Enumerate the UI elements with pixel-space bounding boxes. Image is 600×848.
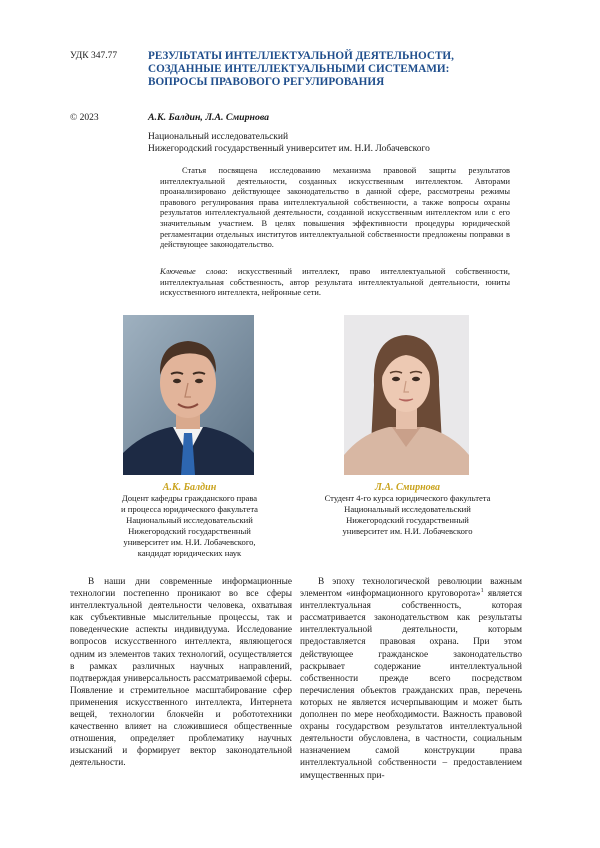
title-line: РЕЗУЛЬТАТЫ ИНТЕЛЛЕКТУАЛЬНОЙ ДЕЯТЕЛЬНОСТИ, — [148, 50, 454, 62]
author-caption-baldin — [92, 482, 287, 559]
body-text: В эпоху технологической революции важным элементом «информационного круговорота» — [300, 577, 522, 600]
article-title — [148, 50, 488, 89]
body-column-right — [300, 576, 522, 782]
affiliation-line: Национальный исследовательский — [148, 132, 289, 142]
keywords-text: : искусственный интеллект, право интеллектуальной собственности, интеллектуальная собственность, автор результата интеллектуальной деятельности, юниты искусственного интеллекта, нейронные сети. — [160, 267, 510, 298]
body-paragraph — [300, 576, 522, 782]
body-column-left — [70, 576, 292, 770]
caption-line: кандидат юридических наук — [137, 548, 242, 558]
portrait-male-illustration — [123, 315, 254, 475]
body-text: является интеллектуальная собственность, которая рассматривается законодательством как результаты интеллектуальной деятельности, которым предоставляется правовая охрана. При этом действующее гражданское законодательство раскрывает содержание интеллектуальной собственности прежде всего посредством перечисления объектов гражданских прав, перечень которых не является исчерпывающим и может быть дополнен по мере необходимости. Важность правовой охраны государством результатов интеллектуальной деятельности обусловлена, в частности, социальным назначением самой конструкции права интеллектуальной собственности – предоставлением имущественных при- — [300, 589, 522, 781]
author-caption-smirnova — [300, 482, 515, 537]
caption-line: университет им. Н.И. Лобачевского — [342, 526, 473, 536]
affiliation — [148, 131, 430, 155]
keywords — [160, 267, 510, 299]
caption-line: университет им. Н.И. Лобачевского, — [123, 537, 256, 547]
udk-code: УДК 347.77 — [70, 51, 118, 61]
portrait-female-illustration — [344, 315, 469, 475]
affiliation-line: Нижегородский государственный университет им. Н.И. Лобачевского — [148, 144, 430, 154]
keywords-paragraph — [160, 267, 510, 299]
author-photo-smirnova — [344, 315, 469, 475]
caption-line: Нижегородский государственный — [346, 515, 469, 525]
author-name: А.К. Балдин — [162, 482, 217, 493]
caption-line: Нижегородский государственный — [128, 526, 251, 536]
abstract — [160, 166, 510, 251]
author-name: Л.А. Смирнова — [374, 482, 441, 493]
keywords-label: Ключевые слова — [160, 267, 226, 276]
title-line: СОЗДАННЫЕ ИНТЕЛЛЕКТУАЛЬНЫМИ СИСТЕМАМИ: — [148, 63, 450, 75]
caption-line: Национальный исследовательский — [126, 515, 253, 525]
caption-line: Студент 4-го курса юридического факультета — [324, 493, 491, 503]
caption-line: и процесса юридического факультета — [121, 504, 258, 514]
copyright: © 2023 — [70, 113, 99, 123]
author-position — [300, 493, 515, 537]
caption-line: Национальный исследовательский — [344, 504, 471, 514]
abstract-text: Статья посвящена исследованию механизма правовой защиты результатов интеллектуальной деятельности, созданных искусственным интеллектом. Авторами проанализировано действующее законодательство в данной сфере, рассмотрены режимы правового регулирования права интеллектуальной собственности, а также вопросы охраны результатов интеллектуальной деятельности, созданной искусственным интеллектом или с его значительным участием. В целях повышения эффективности процедуры юридической регламентации отдельных институтов интеллектуальной собственности предложены поправки в действующее законодательство. — [160, 166, 510, 250]
footnote-marker[interactable]: 1 — [480, 588, 484, 594]
article-authors: А.К. Балдин, Л.А. Смирнова — [148, 112, 270, 123]
body-paragraph: В наши дни современные информационные технологии постепенно проникают во все сферы интеллектуальной деятельности человека, охватывая как субъективные мыслительные процессы, так и поведенческие аспекты индивидуума. Исследование вопросов искусственного интеллекта, являющегося одним из элементов таких технологий, осуществляется в рамках различных научных направлений, подтверждая универсальность рассматриваемой сферы. Появление и стремительное масштабирование сфер применения искусственного интеллекта, Интернета вещей, технологии блокчейн и робототехники качественно влияет на сложившиеся общественные отношения, определяет проблематику научных изысканий и формирует вектор законодательной деятельности. — [70, 577, 292, 769]
title-line: ВОПРОСЫ ПРАВОВОГО РЕГУЛИРОВАНИЯ — [148, 76, 385, 88]
caption-line: Доцент кафедры гражданского права — [121, 493, 258, 503]
author-position — [92, 493, 287, 559]
author-photo-baldin — [123, 315, 254, 475]
